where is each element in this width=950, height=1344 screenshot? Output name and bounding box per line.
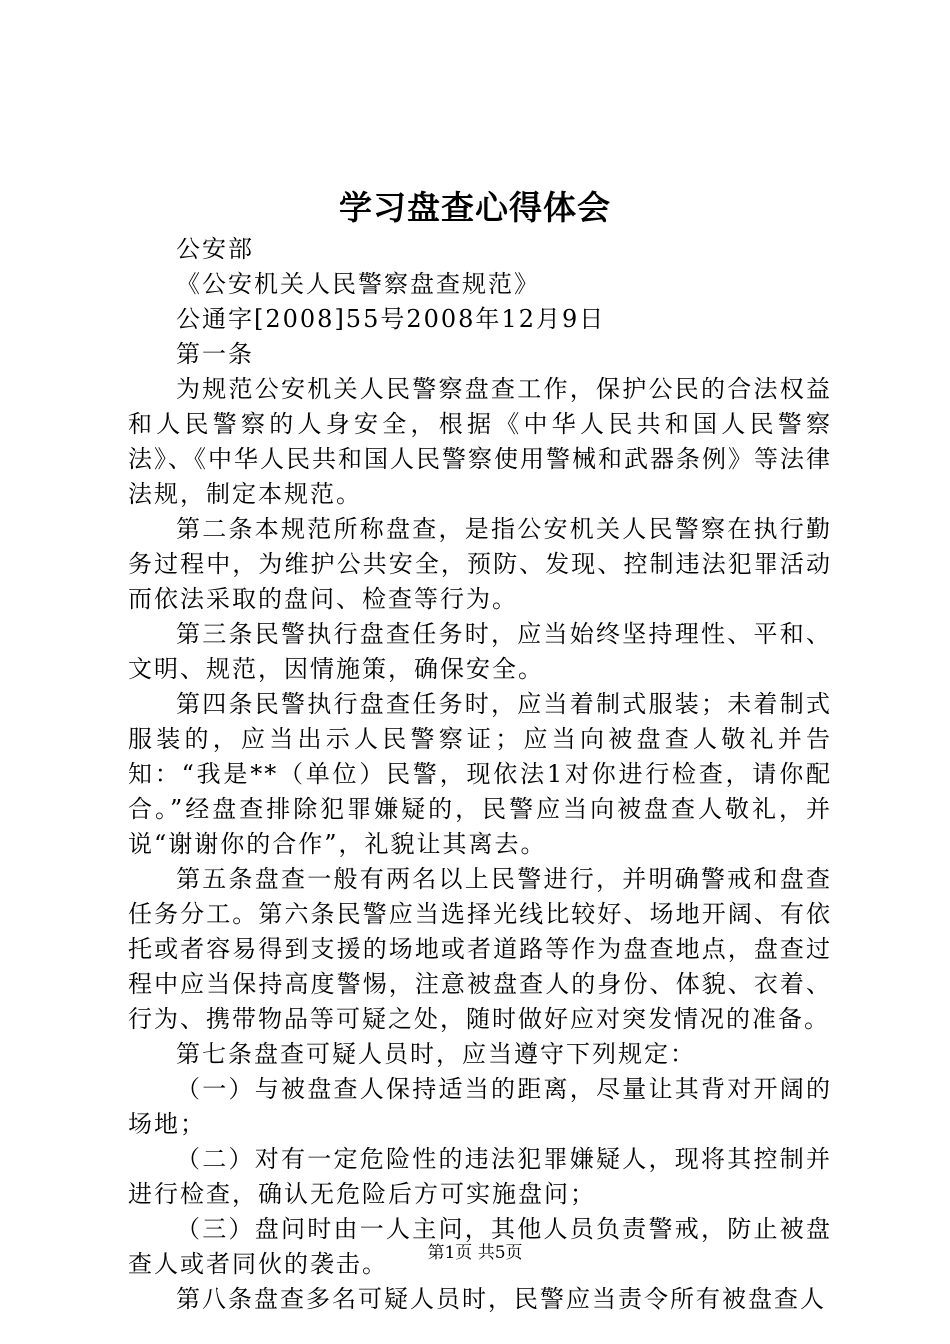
paragraph-article-2: 第二条本规范所称盘查，是指公安机关人民警察在执行勤务过程中，为维护公共安全，预防、发现、控制违法犯罪活动而依法采取的盘问、检查等行为。 bbox=[128, 515, 832, 613]
paragraph-article-7-item-3: （三）盘问时由一人主问，其他人员负责警戒，防止被盘查人或者同伙的袭击。 bbox=[128, 1215, 832, 1278]
paragraph-article-8: 第八条盘查多名可疑人员时，民警应当责令所有被盘查人 bbox=[176, 1285, 826, 1313]
paragraph-article-3: 第三条民警执行盘查任务时，应当始终坚持理性、平和、文明、规范，因情施策，确保安全。 bbox=[128, 620, 832, 683]
paragraph-article-7-item-1: （一）与被盘查人保持适当的距离，尽量让其背对开阔的场地； bbox=[128, 1075, 832, 1138]
document-body bbox=[128, 232, 832, 1317]
paragraph-article-4: 第四条民警执行盘查任务时，应当着制式服装；未着制式服装的，应当出示人民警察证；应当向被盘查人敬礼并告知：“我是**（单位）民警，现依法1对你进行检查，请你配合。”经盘查排除犯罪嫌疑的，民警应当向被盘查人敬礼，并说“谢谢你的合作”，礼貌让其离去。 bbox=[128, 690, 832, 858]
document-title: 学习盘查心得体会 bbox=[339, 188, 611, 227]
paragraph-regulation-name: 《公安机关人民警察盘查规范》 bbox=[176, 270, 540, 298]
paragraph-issuer: 公安部 bbox=[176, 235, 254, 263]
paragraph-article-5-6: 第五条盘查一般有两名以上民警进行，并明确警戒和盘查任务分工。第六条民警应当选择光线比较好、场地开阔、有依托或者容易得到支援的场地或者道路等作为盘查地点，盘查过程中应当保持高度警惕，注意被盘查人的身份、体貌、衣着、行为、携带物品等可疑之处，随时做好应对突发情况的准备。 bbox=[128, 865, 832, 1033]
paragraph-article-1-heading: 第一条 bbox=[176, 340, 254, 368]
page-number-footer: 第1页 共5页 bbox=[427, 1243, 523, 1263]
paragraph-article-7-item-2: （二）对有一定危险性的违法犯罪嫌疑人，现将其控制并进行检查，确认无危险后方可实施盘问； bbox=[128, 1145, 832, 1208]
paragraph-article-7: 第七条盘查可疑人员时，应当遵守下列规定： bbox=[176, 1040, 696, 1068]
paragraph-article-1: 为规范公安机关人民警察盘查工作，保护公民的合法权益和人民警察的人身安全，根据《中华人民共和国人民警察法》、《中华人民共和国人民警察使用警械和武器条例》等法律法规，制定本规范。 bbox=[128, 375, 832, 508]
paragraph-document-number: 公通字[2008]55号2008年12月9日 bbox=[176, 305, 606, 333]
